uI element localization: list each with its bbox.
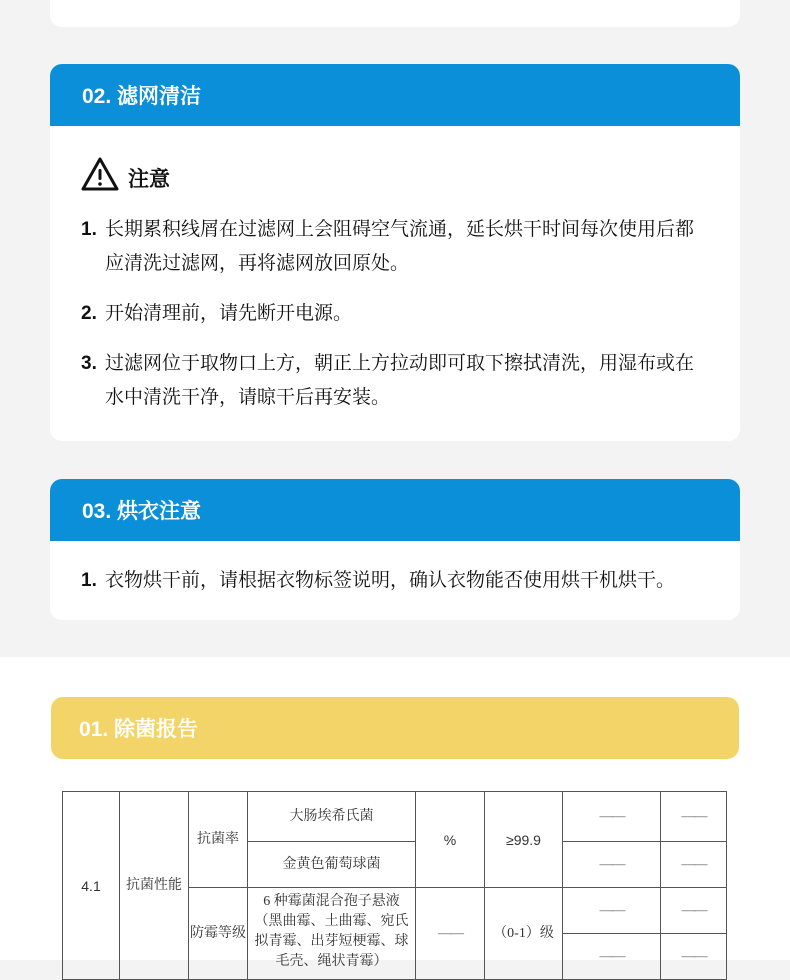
item-number: 1. (81, 219, 97, 240)
filter-cleaning-title: 02. 滤网清洁 (50, 64, 740, 126)
dash-cell: —— (563, 842, 661, 888)
bacteria-2-cell: 金黄色葡萄球菌 (248, 842, 416, 888)
item-text: 长期累积线屑在过滤网上会阻碍空气流通，延长烘干时间每次使用后都应清洗过滤网，再将滤网放回原处。 (105, 219, 695, 274)
item-text: 过滤网位于取物口上方，朝正上方拉动即可取下擦拭清洗，用湿布或在水中清洗干净，请晾干后再安装。 (105, 353, 695, 408)
item-text: 衣物烘干前，请根据衣物标签说明，确认衣物能否使用烘干机烘干。 (105, 570, 676, 591)
bacteria-1-cell: 大肠埃希氏菌 (248, 792, 416, 842)
warning-icon (80, 156, 120, 192)
item-text: 开始清理前，请先断开电源。 (105, 303, 353, 324)
dash-cell: —— (661, 888, 727, 934)
list-item (81, 564, 704, 598)
mold-requirement-cell: （0-1）级 (485, 888, 563, 980)
sterilization-report-title: 01. 除菌报告 (51, 697, 739, 759)
report-table (62, 791, 727, 980)
antibacterial-rate-cell: 抗菌率 (189, 792, 248, 888)
item-number: 3. (81, 353, 97, 374)
list-item (81, 347, 704, 415)
drying-notice-card (50, 479, 740, 620)
dash-cell: —— (661, 934, 727, 980)
requirement-rate-cell: ≥99.9 (485, 792, 563, 888)
dash-cell: —— (661, 842, 727, 888)
filter-instruction-list (81, 213, 704, 431)
unit-percent-cell: % (416, 792, 485, 888)
item-number-cell: 4.1 (63, 792, 120, 980)
item-number: 1. (81, 570, 97, 591)
dash-cell: —— (661, 792, 727, 842)
filter-cleaning-card (50, 64, 740, 441)
notice-heading (80, 156, 170, 192)
item-number: 2. (81, 303, 97, 324)
mold-unit-cell: —— (416, 888, 485, 980)
drying-notice-title: 03. 烘衣注意 (50, 479, 740, 541)
dash-cell: —— (563, 934, 661, 980)
mold-grade-cell: 防霉等级 (189, 888, 248, 980)
notice-label: 注意 (128, 168, 170, 191)
previous-card (50, 0, 740, 27)
mold-desc-cell: 6 种霉菌混合孢子悬液（黑曲霉、土曲霉、宛氏拟青霉、出芽短梗霉、球毛壳、绳状青霉） (248, 888, 416, 980)
drying-instruction-list (81, 564, 704, 614)
list-item (81, 213, 704, 281)
dash-cell: —— (563, 792, 661, 842)
sterilization-report-section (0, 657, 790, 969)
dash-cell: —— (563, 888, 661, 934)
category-cell: 抗菌性能 (120, 792, 189, 980)
sterilization-report-card (51, 697, 739, 759)
list-item (81, 297, 704, 331)
